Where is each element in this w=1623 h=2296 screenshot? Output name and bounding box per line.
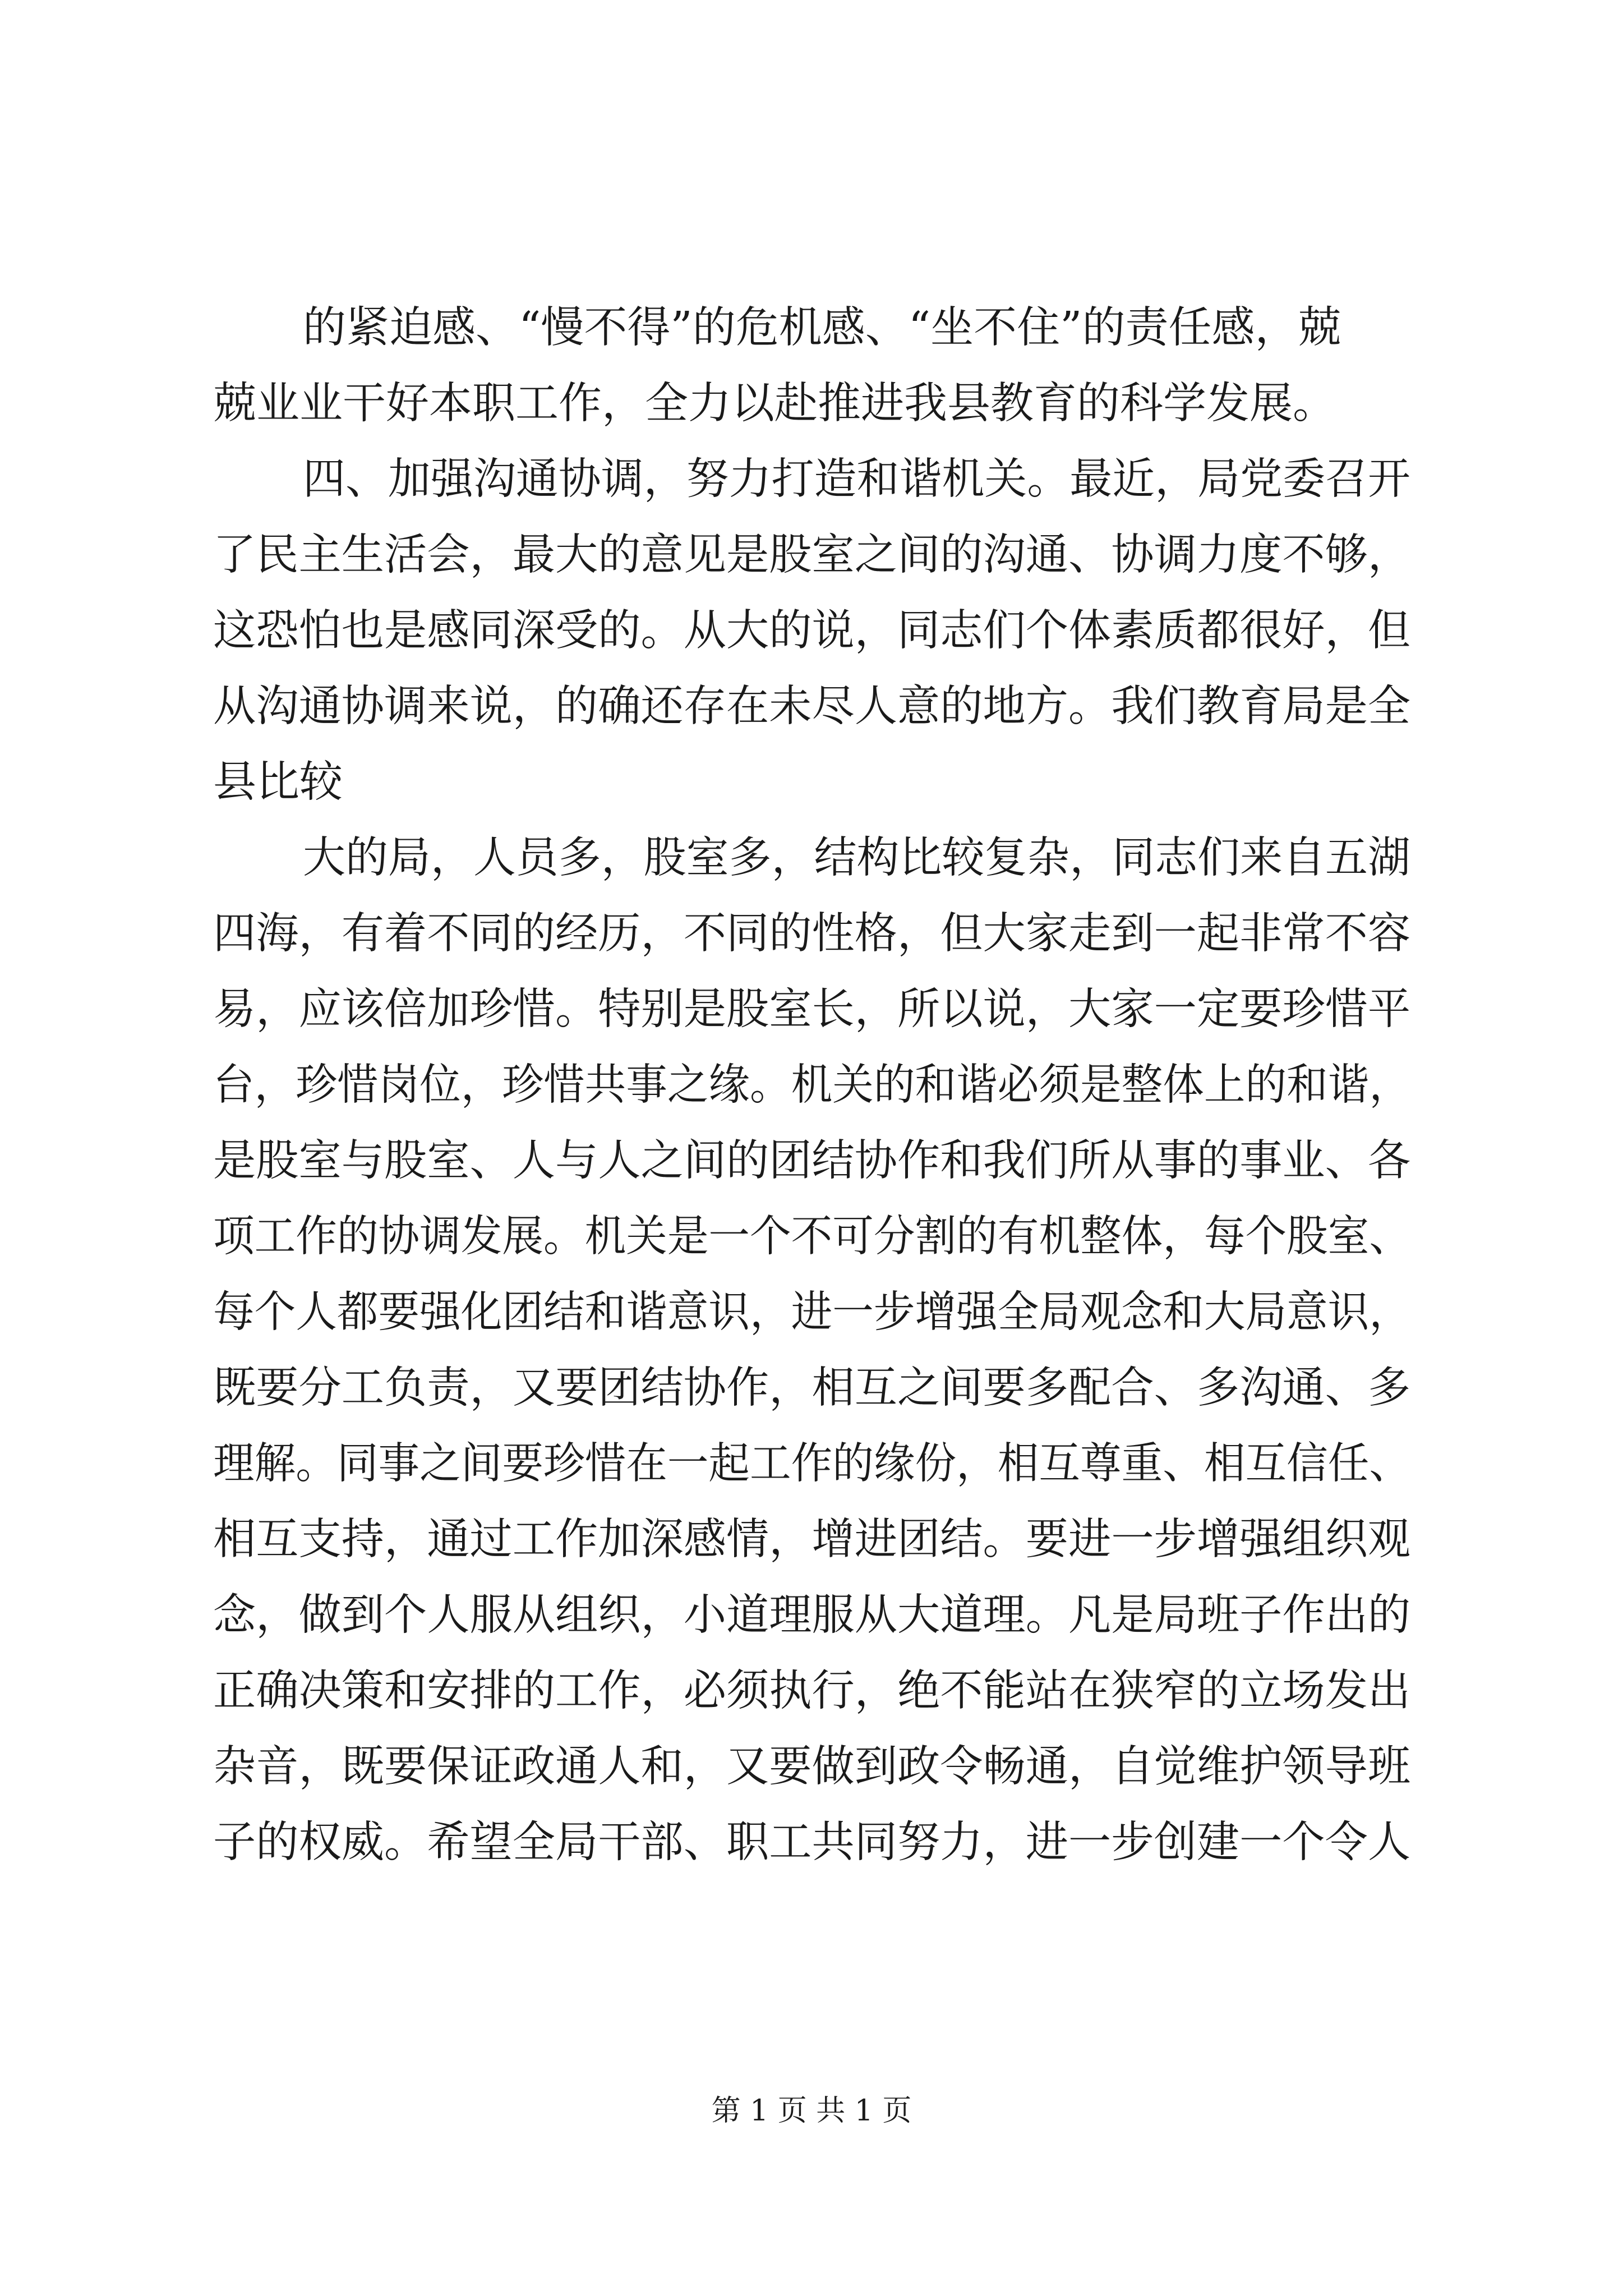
text-line: 台，珍惜岗位，珍惜共事之缘。机关的和谐必须是整体上的和谐， bbox=[213, 1060, 1410, 1110]
text-line: 杂音，既要保证政通人和，又要做到政令畅通，自觉维护领导班 bbox=[213, 1742, 1411, 1792]
text-line: 每个人都要强化团结和谐意识，进一步增强全局观念和大局意识， bbox=[213, 1287, 1410, 1337]
text-line: 易，应该倍加珍惜。特别是股室长，所以说，大家一定要珍惜平 bbox=[213, 984, 1411, 1034]
text-line: 四、加强沟通协调，努力打造和谐机关。最近，局党委召开 bbox=[303, 454, 1410, 504]
text-line: 正确决策和安排的工作，必须执行，绝不能站在狭窄的立场发出 bbox=[213, 1666, 1411, 1716]
page-number-footer: 第 1 页 共 1 页 bbox=[711, 2094, 912, 2128]
text-line: 大的局，人员多，股室多，结构比较复杂，同志们来自五湖 bbox=[303, 833, 1410, 883]
text-line: 子的权威。希望全局干部、职工共同努力，进一步创建一个令人 bbox=[213, 1818, 1411, 1867]
text-line: 项工作的协调发展。机关是一个不可分割的有机整体，每个股室、 bbox=[213, 1212, 1410, 1262]
text-line: 的紧迫感、“慢不得”的危机感、“坐不住”的责任感，兢 bbox=[303, 303, 1341, 353]
text-line: 从沟通协调来说，的确还存在未尽人意的地方。我们教育局是全 bbox=[213, 682, 1411, 731]
text-line: 理解。同事之间要珍惜在一起工作的缘份，相互尊重、相互信任、 bbox=[213, 1439, 1410, 1489]
text-line: 既要分工负责，又要团结协作，相互之间要多配合、多沟通、多 bbox=[213, 1363, 1411, 1413]
text-line: 念，做到个人服从组织，小道理服从大道理。凡是局班子作出的 bbox=[213, 1590, 1411, 1640]
text-line: 相互支持，通过工作加深感情，增进团结。要进一步增强组织观 bbox=[213, 1515, 1411, 1565]
text-line: 了民主生活会，最大的意见是股室之间的沟通、协调力度不够， bbox=[213, 530, 1411, 580]
text-line: 兢业业干好本职工作，全力以赴推进我县教育的科学发展。 bbox=[213, 379, 1336, 429]
text-line: 县比较 bbox=[213, 757, 343, 807]
text-line: 四海，有着不同的经历，不同的性格，但大家走到一起非常不容 bbox=[213, 909, 1411, 959]
text-line: 是股室与股室、人与人之间的团结协作和我们所从事的事业、各 bbox=[213, 1136, 1411, 1186]
text-line: 这恐怕也是感同深受的。从大的说，同志们个体素质都很好，但 bbox=[213, 606, 1411, 656]
